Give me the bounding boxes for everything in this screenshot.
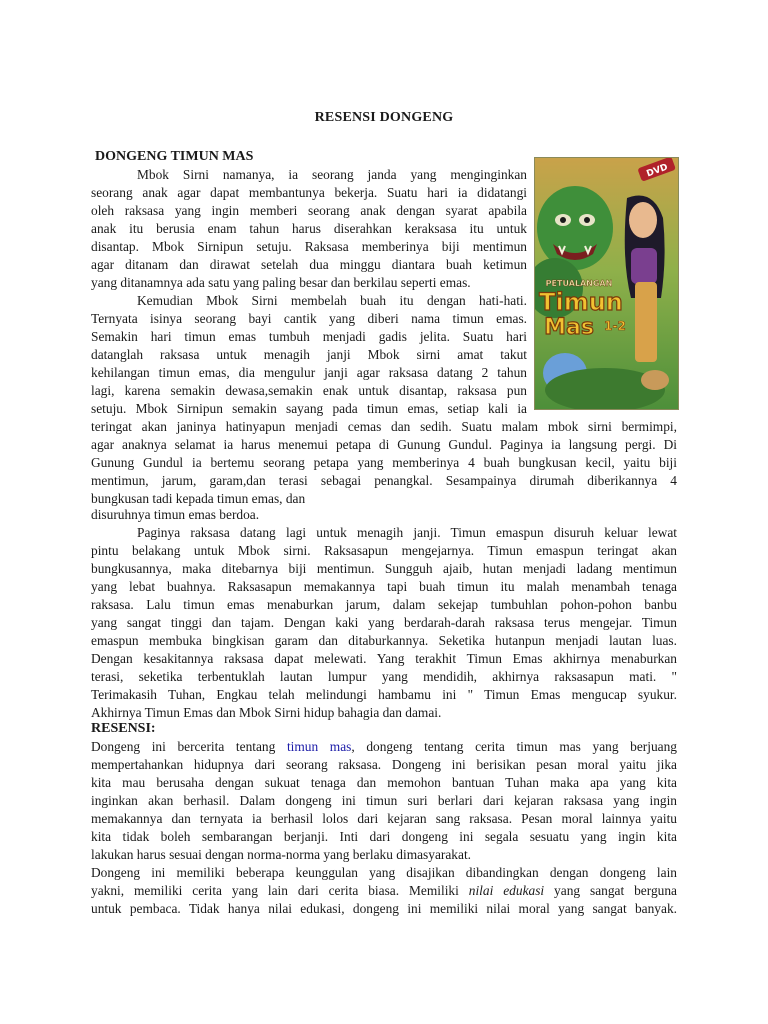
dvd-cover-art: [535, 158, 678, 409]
text-line: teringat akan janinya hatinyapun menjadi cemas dan sedih. Suatu malam mbok sirni bermimpi,: [91, 419, 677, 434]
resensi-heading: RESENSI:: [91, 721, 156, 736]
text-line: Dengan kesakitannya raksasa dapat melewati. Yang terakhit Timun Emas akhirnya menaburkan: [91, 651, 677, 666]
text-line: terasi, seketika terbentuklah lautan lumpur yang mendidih, akhirnya raksasapun mati. ": [91, 669, 677, 684]
text-run: Dongeng ini bercerita tentang: [91, 739, 287, 754]
text-line: untuk pembaca. Tidak hanya nilai edukasi, dongeng ini memiliki nilai moral yang sangat banyak.: [91, 901, 677, 916]
text-line: Mbok Sirni namanya, ia seorang janda yang menginginkan: [137, 167, 527, 182]
nilai-edukasi-emphasis: nilai edukasi: [468, 883, 545, 898]
text-line: kehilangan timun emas, dia mengulur janji agar raksasa datang 2 tahun: [91, 365, 527, 380]
text-line: agar anaknya selamat ia harus menemui petapa di Gunung Gundul. Paginya ia langsung pergi. Di: [91, 437, 677, 452]
text-line: disantap. Mbok Sirnipun setuju. Raksasa memberinya biji mentimun: [91, 239, 527, 254]
text-line: setuju. Mbok Sirnipun semakin sayang pada timun emas, setiap kali ia: [91, 401, 527, 416]
text-line: kita mau berusaha dengan sukuat tenaga dan memohon bantuan Tuhan maka apa yang kita: [91, 775, 677, 790]
girl-face: [629, 202, 657, 238]
text-line: pintu belakang untuk Mbok sirni. Raksasapun mengejarnya. Timun emaspun teringat akan: [91, 543, 677, 558]
text-line: yang lebat buahnya. Raksasapun memakannya tapi buah timun itu malah menambah tenaga: [91, 579, 677, 594]
text-line: inginkan akan berhasil. Dalam dongeng ini timun suri berlari dari kejaran raksasa yang ingin: [91, 793, 677, 808]
text-line: raksasa. Lalu timun emas menaburkan jarum, dalam sekejap tumbuhlan pohon-pohon banbu: [91, 597, 677, 612]
text-line: Kemudian Mbok Sirni membelah buah itu dengan hati-hati.: [137, 293, 527, 308]
text-line: [91, 882, 677, 900]
ogre-pupil: [560, 217, 566, 223]
text-line: agar ditanam dan dirawat setelah dua minggu diantara buah ketimun: [91, 257, 527, 272]
text-line: disuruhnya timun emas berdoa.: [91, 507, 260, 522]
text-line: Paginya raksasa datang lagi untuk menagih janji. Timun emaspun disuruh keluar lewat: [137, 525, 677, 540]
text-line: kita tidak boleh sembarangan berjanji. Inti dari dongeng ini segala sesuatu yang ingin kita: [91, 829, 677, 844]
text-line: Gunung Gundul ia bertemu seorang petapa yang memberinya 4 buah bungkusan kecil, yaitu biji: [91, 455, 677, 470]
text-run: yakni, memiliki cerita yang lain dari cerita biasa. Memiliki: [91, 883, 469, 898]
text-line: lagi, karena semakin dewasa,semakin enak untuk disantap, raksasa pun: [91, 383, 527, 398]
text-line: bungkusannya, maka ditebarnya biji mentimun. Sungguh ajaib, hutan menjadi ladang mentimun: [91, 561, 677, 576]
small-animal: [641, 370, 669, 390]
text-line: Terimakasih Tuhan, Engkau telah melindungi hambamu ini " Timun Emas mengucap syukur.: [91, 687, 677, 702]
text-line: Semakin hari timun emas tumbuh menjadi gadis jelita. Suatu hari: [91, 329, 527, 344]
girl-skirt: [635, 282, 657, 362]
text-line: Dongeng ini memiliki beberapa keunggulan yang disajikan dibandingkan dengan dongeng lain: [91, 865, 677, 880]
text-line: Akhirnya Timun Emas dan Mbok Sirni hidup bahagia dan damai.: [91, 705, 442, 720]
text-line: yang ditanamnya ada satu yang paling besar dan berkilau seperti emas.: [91, 275, 471, 290]
cover-title-word2: Mas: [544, 315, 594, 340]
text-line: anak itu berusia enam tahun harus diserahkan keraksasa itu untuk: [91, 221, 527, 236]
text-line: mentimun, jarum, garam,dan terasi sebagai penangkal. Sesampainya dirumah diberikannya 4: [91, 473, 677, 488]
text-run: yang sangat berguna: [544, 883, 678, 898]
text-line: yang sangat tinggi dan tajam. Dengan kaki yang berdarah-darah raksasa terus mengejar. Timun: [91, 615, 677, 630]
text-line: memakannya dan ternyata ia berhasil lolos dari kejaran sang raksasa. Pesan moral lainnya yaitu: [91, 811, 677, 826]
text-line: Ternyata isinya seorang bayi cantik yang diberi nama timun emas.: [91, 311, 527, 326]
text-line: datanglah raksasa untuk menagih janji Mbok sirni amat takut: [91, 347, 527, 362]
text-line: [91, 738, 677, 756]
girl-top: [631, 248, 657, 284]
text-line: emaspun membuka bingkisan garam dan ditaburkannya. Seketika hutanpun menjadi lautan luas.: [91, 633, 677, 648]
cover-volume: 1-2: [604, 319, 626, 333]
text-line: seorang anak agar dapat membantunya bekerja. Suatu hari ia didatangi: [91, 185, 527, 200]
text-line: lakukan harus sesuai dengan norma-norma yang berlaku dimasyarakat.: [91, 847, 472, 862]
text-line: bungkusan tadi kepada timun emas, dan: [91, 491, 306, 506]
text-run: , dongeng tentang cerita timun mas yang berjuang: [351, 739, 677, 754]
ogre-pupil: [584, 217, 590, 223]
text-line: oleh raksasa yang ingin memberi seorang anak dengan syarat apabila: [91, 203, 527, 218]
story-heading: DONGENG TIMUN MAS: [95, 149, 254, 164]
timun-mas-link[interactable]: timun mas: [286, 739, 352, 754]
cover-title-word1: Timun: [539, 288, 623, 316]
dvd-cover-image: [534, 157, 679, 410]
dvd-badge-text: DVD: [645, 162, 670, 180]
series-label: PETUALANGAN: [545, 279, 613, 288]
document-title: RESENSI DONGENG: [314, 110, 454, 125]
text-line: mempertahankan hidupnya dari seorang raksasa. Dongeng ini berisikan pesan moral yaitu jika: [91, 757, 677, 772]
